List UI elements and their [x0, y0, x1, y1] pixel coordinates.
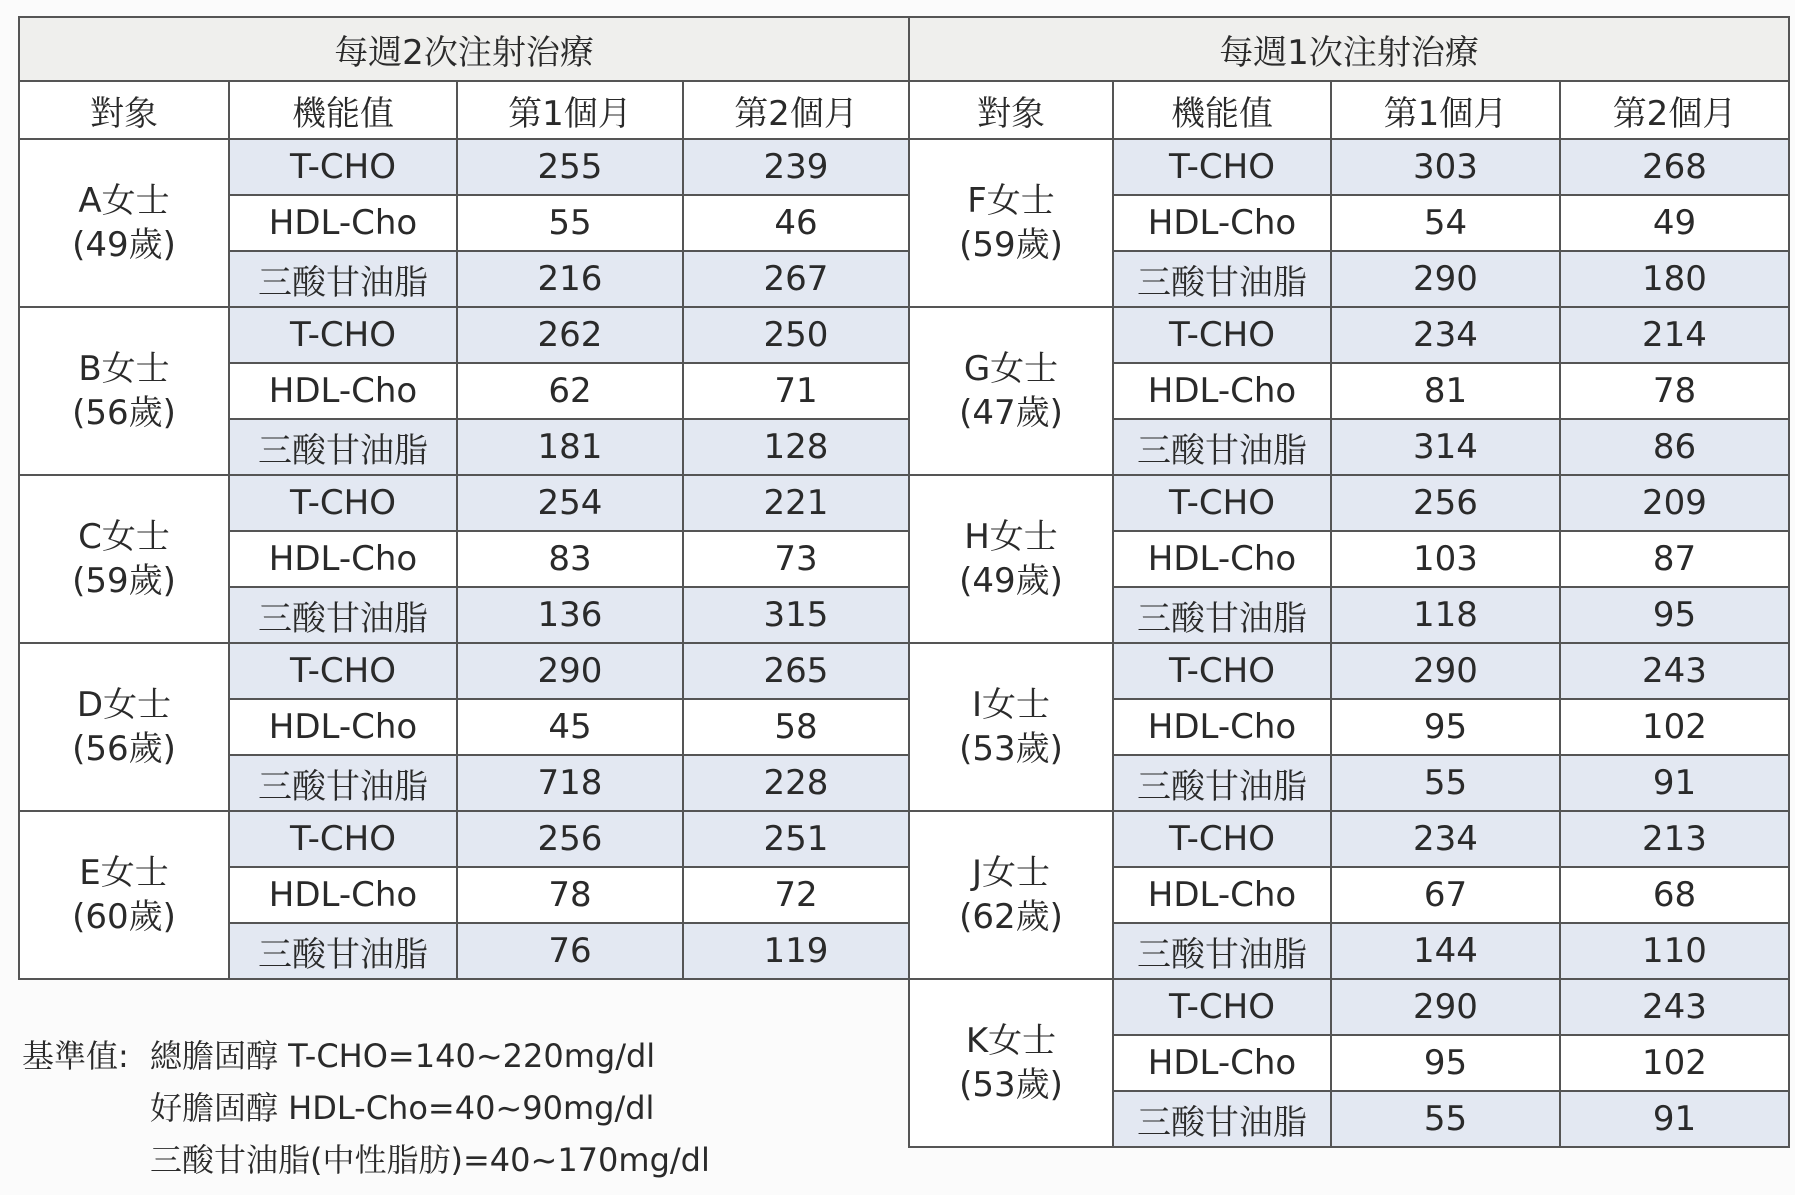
month-1-value: 255: [457, 139, 683, 195]
month-1-value: 256: [457, 811, 683, 867]
twice-weekly-table: [18, 16, 910, 980]
measure-label: 三酸甘油脂: [1113, 923, 1331, 979]
measure-label: T-CHO: [229, 307, 457, 363]
measure-label: 三酸甘油脂: [229, 419, 457, 475]
table-row: [909, 643, 1789, 699]
month-2-value: 71: [683, 363, 909, 419]
subject-age: (59歲): [959, 225, 1063, 265]
month-1-value: 254: [457, 475, 683, 531]
month-2-value: 72: [683, 867, 909, 923]
month-1-value: 67: [1331, 867, 1560, 923]
once-weekly-table: [908, 16, 1790, 1148]
measure-label: T-CHO: [1113, 139, 1331, 195]
month-1-value: 136: [457, 587, 683, 643]
month-1-value: 314: [1331, 419, 1560, 475]
month-2-value: 128: [683, 419, 909, 475]
subject-name: I女士: [971, 684, 1051, 725]
month-2-value: 250: [683, 307, 909, 363]
measure-label: HDL-Cho: [1113, 195, 1331, 251]
month-1-value: 290: [1331, 251, 1560, 307]
measure-label: 三酸甘油脂: [1113, 419, 1331, 475]
header-subject: 對象: [19, 81, 229, 139]
month-2-value: 68: [1560, 867, 1789, 923]
measure-label: 三酸甘油脂: [229, 755, 457, 811]
month-1-value: 54: [1331, 195, 1560, 251]
month-1-value: 216: [457, 251, 683, 307]
header-measure: 機能值: [229, 81, 457, 139]
measure-label: T-CHO: [229, 811, 457, 867]
subject-cell: [909, 979, 1113, 1147]
month-2-value: 87: [1560, 531, 1789, 587]
reference-indent: [22, 1082, 150, 1134]
month-2-value: 267: [683, 251, 909, 307]
month-1-value: 234: [1331, 307, 1560, 363]
month-1-value: 83: [457, 531, 683, 587]
month-1-value: 103: [1331, 531, 1560, 587]
measure-label: T-CHO: [1113, 307, 1331, 363]
subject-name: J女士: [971, 852, 1051, 893]
reference-line: [22, 1082, 710, 1134]
subject-cell: [19, 811, 229, 979]
reference-indent: [22, 1134, 150, 1186]
subject-name: K女士: [965, 1020, 1057, 1061]
table-row: [19, 643, 909, 699]
measure-label: HDL-Cho: [1113, 1035, 1331, 1091]
measure-label: T-CHO: [229, 475, 457, 531]
month-2-value: 110: [1560, 923, 1789, 979]
month-1-value: 45: [457, 699, 683, 755]
measure-label: HDL-Cho: [1113, 531, 1331, 587]
month-2-value: 102: [1560, 1035, 1789, 1091]
measure-label: 三酸甘油脂: [229, 923, 457, 979]
reference-hdl: 好膽固醇 HDL-Cho=40~90mg/dl: [150, 1089, 655, 1127]
subject-name: D女士: [76, 684, 172, 725]
subject-cell: [909, 811, 1113, 979]
month-1-value: 55: [1331, 755, 1560, 811]
measure-label: T-CHO: [229, 643, 457, 699]
measure-label: HDL-Cho: [1113, 699, 1331, 755]
month-2-value: 73: [683, 531, 909, 587]
month-2-value: 243: [1560, 979, 1789, 1035]
month-2-value: 95: [1560, 587, 1789, 643]
measure-label: 三酸甘油脂: [1113, 1091, 1331, 1147]
reference-line: [22, 1134, 710, 1186]
measure-label: 三酸甘油脂: [1113, 251, 1331, 307]
subject-name: C女士: [78, 516, 170, 557]
month-1-value: 95: [1331, 699, 1560, 755]
month-1-value: 303: [1331, 139, 1560, 195]
measure-label: HDL-Cho: [229, 867, 457, 923]
reference-line: [22, 1030, 710, 1082]
month-2-value: 46: [683, 195, 909, 251]
month-2-value: 78: [1560, 363, 1789, 419]
month-2-value: 268: [1560, 139, 1789, 195]
month-1-value: 55: [457, 195, 683, 251]
month-1-value: 81: [1331, 363, 1560, 419]
measure-label: 三酸甘油脂: [229, 587, 457, 643]
measure-label: HDL-Cho: [229, 195, 457, 251]
table-row: [909, 475, 1789, 531]
subject-age: (60歲): [72, 897, 176, 937]
month-2-value: 243: [1560, 643, 1789, 699]
table-title: 每週2次注射治療: [19, 17, 909, 81]
month-2-value: 49: [1560, 195, 1789, 251]
subject-age: (53歲): [959, 729, 1063, 769]
table-row: [909, 979, 1789, 1035]
subject-cell: [19, 475, 229, 643]
month-2-value: 119: [683, 923, 909, 979]
month-2-value: 251: [683, 811, 909, 867]
month-2-value: 228: [683, 755, 909, 811]
subject-age: (47歲): [959, 393, 1063, 433]
table-row: [909, 139, 1789, 195]
table-row: [19, 307, 909, 363]
month-1-value: 234: [1331, 811, 1560, 867]
measure-label: T-CHO: [1113, 811, 1331, 867]
table-title: 每週1次注射治療: [909, 17, 1789, 81]
month-1-value: 718: [457, 755, 683, 811]
month-1-value: 144: [1331, 923, 1560, 979]
measure-label: T-CHO: [229, 139, 457, 195]
month-2-value: 315: [683, 587, 909, 643]
month-1-value: 118: [1331, 587, 1560, 643]
table-row: [909, 307, 1789, 363]
table-row: [19, 811, 909, 867]
header-subject: 對象: [909, 81, 1113, 139]
month-1-value: 95: [1331, 1035, 1560, 1091]
header-month-2: 第2個月: [1560, 81, 1789, 139]
month-1-value: 55: [1331, 1091, 1560, 1147]
subject-name: G女士: [963, 348, 1059, 389]
table-row: [19, 139, 909, 195]
month-1-value: 62: [457, 363, 683, 419]
month-1-value: 262: [457, 307, 683, 363]
table-row: [909, 811, 1789, 867]
subject-age: (49歲): [72, 225, 176, 265]
header-month-2: 第2個月: [683, 81, 909, 139]
subject-name: F女士: [967, 180, 1055, 221]
measure-label: T-CHO: [1113, 475, 1331, 531]
header-month-1: 第1個月: [457, 81, 683, 139]
month-2-value: 58: [683, 699, 909, 755]
measure-label: 三酸甘油脂: [229, 251, 457, 307]
month-1-value: 181: [457, 419, 683, 475]
month-2-value: 213: [1560, 811, 1789, 867]
month-2-value: 265: [683, 643, 909, 699]
month-1-value: 290: [1331, 979, 1560, 1035]
month-1-value: 290: [1331, 643, 1560, 699]
subject-name: B女士: [78, 348, 170, 389]
subject-cell: [909, 139, 1113, 307]
measure-label: 三酸甘油脂: [1113, 755, 1331, 811]
reference-triglycerides: 三酸甘油脂(中性脂肪)=40~170mg/dl: [150, 1141, 710, 1179]
measure-label: HDL-Cho: [229, 699, 457, 755]
month-2-value: 86: [1560, 419, 1789, 475]
subject-age: (59歲): [72, 561, 176, 601]
subject-age: (62歲): [959, 897, 1063, 937]
measure-label: T-CHO: [1113, 643, 1331, 699]
reference-total-cholesterol: 總膽固醇 T-CHO=140~220mg/dl: [150, 1037, 656, 1075]
subject-age: (53歲): [959, 1065, 1063, 1105]
subject-name: E女士: [79, 852, 169, 893]
month-1-value: 256: [1331, 475, 1560, 531]
header-month-1: 第1個月: [1331, 81, 1560, 139]
measure-label: 三酸甘油脂: [1113, 587, 1331, 643]
subject-cell: [19, 307, 229, 475]
month-2-value: 91: [1560, 1091, 1789, 1147]
reference-values-note: [22, 1030, 710, 1186]
month-1-value: 290: [457, 643, 683, 699]
month-2-value: 239: [683, 139, 909, 195]
table-row: [19, 475, 909, 531]
measure-label: HDL-Cho: [1113, 363, 1331, 419]
header-measure: 機能值: [1113, 81, 1331, 139]
month-1-value: 78: [457, 867, 683, 923]
subject-name: H女士: [964, 516, 1058, 557]
subject-name: A女士: [78, 180, 170, 221]
subject-cell: [909, 643, 1113, 811]
month-2-value: 91: [1560, 755, 1789, 811]
month-2-value: 209: [1560, 475, 1789, 531]
subject-cell: [19, 643, 229, 811]
measure-label: HDL-Cho: [1113, 867, 1331, 923]
month-1-value: 76: [457, 923, 683, 979]
subject-cell: [909, 307, 1113, 475]
month-2-value: 180: [1560, 251, 1789, 307]
month-2-value: 221: [683, 475, 909, 531]
subject-age: (56歲): [72, 729, 176, 769]
reference-label: 基準值:: [22, 1037, 129, 1075]
subject-cell: [19, 139, 229, 307]
measure-label: HDL-Cho: [229, 363, 457, 419]
subject-age: (49歲): [959, 561, 1063, 601]
measure-label: HDL-Cho: [229, 531, 457, 587]
month-2-value: 214: [1560, 307, 1789, 363]
month-2-value: 102: [1560, 699, 1789, 755]
measure-label: T-CHO: [1113, 979, 1331, 1035]
subject-age: (56歲): [72, 393, 176, 433]
subject-cell: [909, 475, 1113, 643]
